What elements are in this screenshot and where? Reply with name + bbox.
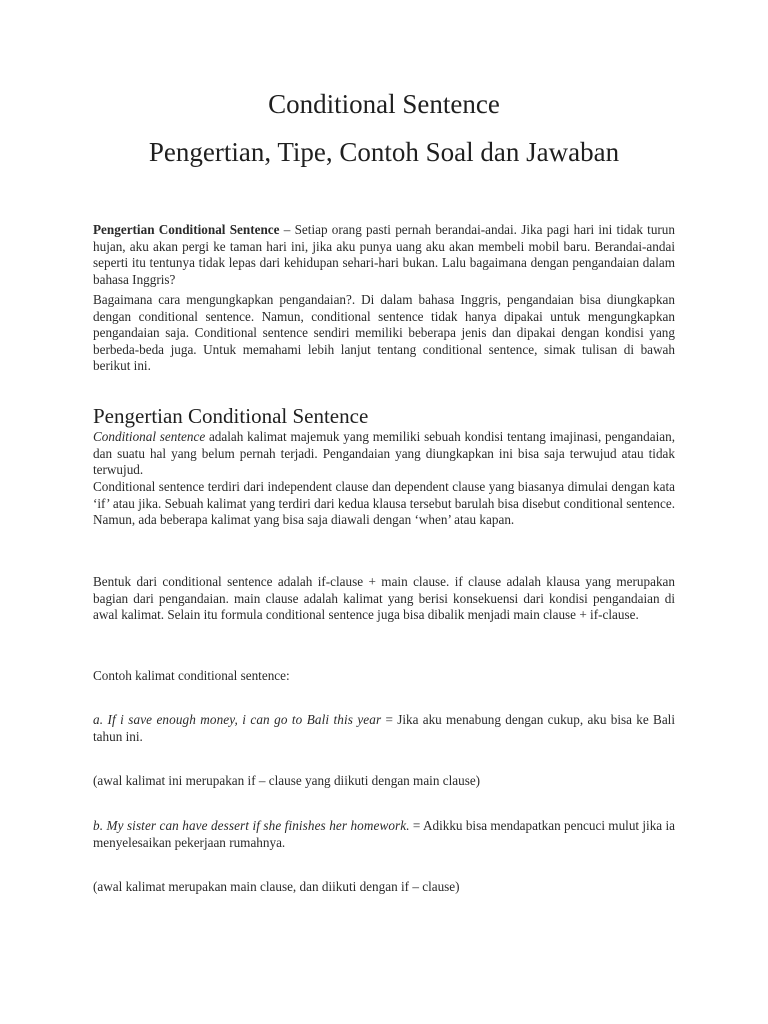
- intro-bold-lead: Pengertian Conditional Sentence: [93, 222, 280, 237]
- example-a-note: (awal kalimat ini merupakan if – clause yang diikuti dengan main clause): [93, 773, 481, 788]
- page-title: Conditional Sentence: [268, 89, 500, 119]
- example-a: [93, 712, 675, 745]
- intro-paragraph-1-text: – Setiap orang pasti pernah berandai-andai. Jika pagi hari ini tidak turun hujan, aku akan pergi ke taman hari ini, jika aku punya uang aku akan membeli mobil baru. Berandai-andai seperti itu tentunya tidak lepas dari kehidupan sehari-hari bukan. Lalu bagaimana dengan pengandaian dalam bahasa Inggris?: [93, 222, 675, 287]
- examples-intro: Contoh kalimat conditional sentence:: [93, 668, 290, 683]
- example-b-translation: = Adikku bisa mendapatkan pencuci mulut jika ia menyelesaikan pekerjaan rumahnya.: [93, 818, 675, 850]
- definition-paragraph: [93, 429, 675, 479]
- section-heading: Pengertian Conditional Sentence: [93, 404, 369, 428]
- clause-paragraph: Conditional sentence terdiri dari independent clause dan dependent clause yang biasanya dimulai dengan kata ‘if’ atau jika. Sebuah kalimat yang terdiri dari kedua klausa tersebut barulah bisa disebut conditional sentence. Namun, ada beberapa kalimat yang bisa saja diawali dengan ‘when’ atau kapan.: [93, 479, 675, 528]
- example-b-note: (awal kalimat merupakan main clause, dan diikuti dengan if – clause): [93, 879, 460, 894]
- intro-paragraph-1: [93, 222, 675, 288]
- intro-paragraph-2: Bagaimana cara mengungkapkan pengandaian?. Di dalam bahasa Inggris, pengandaian bisa diungkapkan dengan conditional sentence. Namun, conditional sentence tidak hanya dipakai untuk mengungkapkan pengandaian saja. Conditional sentence sendiri memiliki beberapa jenis dan dipakai dengan kondisi yang berbeda-beda juga. Untuk memahami lebih lanjut tentang conditional sentence, simak tulisan di bawah berikut ini.: [93, 292, 675, 374]
- example-b: [93, 818, 675, 851]
- example-b-english: b. My sister can have dessert if she finishes her homework.: [93, 818, 410, 833]
- example-a-translation: = Jika aku menabung dengan cukup, aku bisa ke Bali tahun ini.: [93, 712, 676, 744]
- formula-paragraph: Bentuk dari conditional sentence adalah if-clause + main clause. if clause adalah klausa yang merupakan bagian dari pengandaian. main clause adalah kalimat yang berisi konsekuensi dari kondisi pengandaian di awal kalimat. Selain itu formula conditional sentence juga bisa dibalik menjadi main clause + if-clause.: [93, 574, 675, 623]
- example-a-english: a. If i save enough money, i can go to Bali this year: [93, 712, 382, 727]
- definition-text: adalah kalimat majemuk yang memiliki sebuah kondisi tentang imajinasi, pengandaian, dan suatu hal yang belum pernah terjadi. Pengandaian yang diungkapkan ini bisa saja terwujud atau tidak terwujud.: [93, 429, 675, 478]
- page-subtitle: Pengertian, Tipe, Contoh Soal dan Jawaban: [148, 137, 620, 167]
- definition-term: Conditional sentence: [93, 429, 206, 444]
